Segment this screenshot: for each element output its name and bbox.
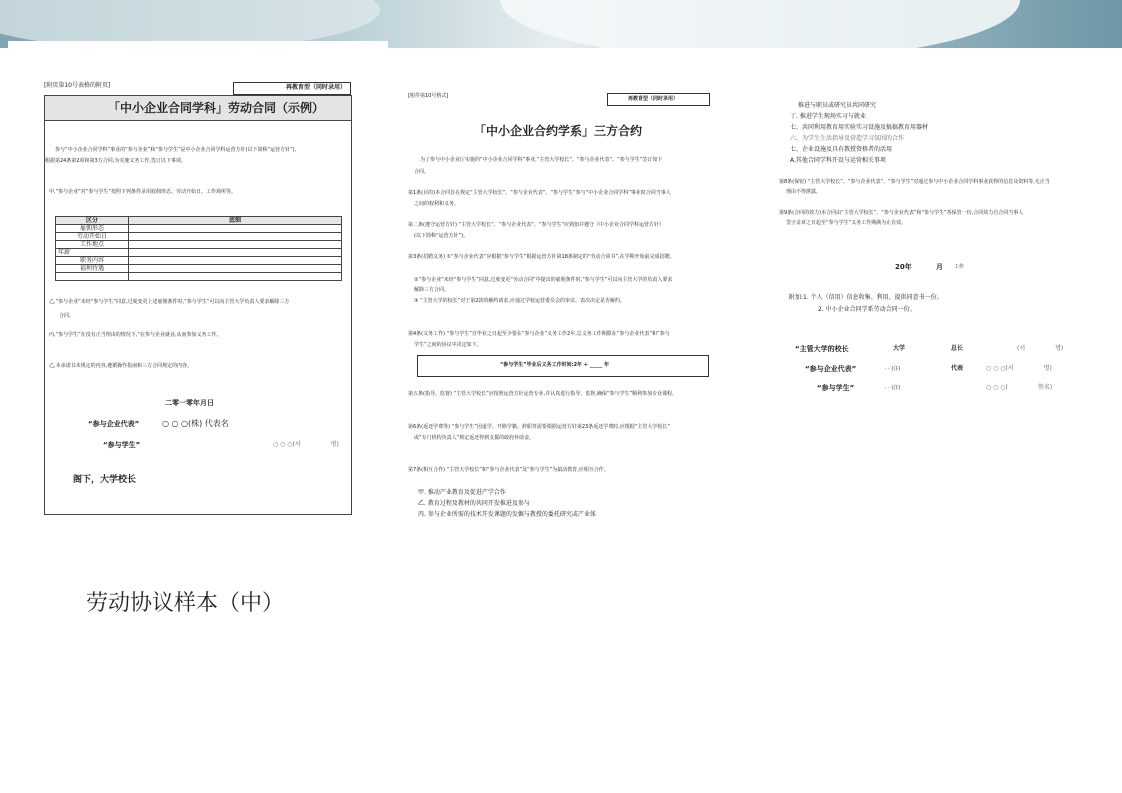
intro-line: 参与“中小企业合同学科”事业的“参与企业”和“参与学生”是中小企业合同学科运营方针(以下简称“运营方针”), xyxy=(55,147,297,153)
company-label: “参与企业代表” xyxy=(88,420,140,428)
company-rep-label: 代表 xyxy=(951,365,964,372)
attachment-2: 2. 中小企业合同学系劳动合同一份。 xyxy=(818,306,916,313)
contract-date: 二零一零年月日 xyxy=(165,399,214,407)
table-row xyxy=(56,265,342,273)
article-5: 第五条(指导、监督) “主管大学校长”应按照运营方针运营专业,并认真进行指导、监督,确保“参与学生”顺利参加专业课程。 xyxy=(408,391,678,397)
university-label: 大学 xyxy=(893,345,906,352)
article-2: (以下简称“运营方针”)。 xyxy=(414,233,469,239)
table-row xyxy=(56,257,342,265)
attachment-1: 附加:1. 个人（信用）信息收集、利用、提供同意书一份。 xyxy=(789,294,943,301)
table-header-row xyxy=(56,217,342,225)
article-8: 理由不得泄露。 xyxy=(786,189,822,195)
article-6: 或“专门机构负责人”规定返还得到支援的政府补助金。 xyxy=(414,435,535,441)
table-cell[interactable] xyxy=(129,257,342,265)
clause-yi: 乙,“参与企业”未经“参与学生”同意,过度变更上述雇佣条件时,“参与学生”可以向主管大学负责人要求解除三方 xyxy=(49,299,290,305)
student-label: “参与学生” xyxy=(103,441,141,449)
intro-line: 根据第24条第2项和第3方合同,为实施义务工作,签订以下事项。 xyxy=(45,158,186,164)
table-row xyxy=(56,241,342,249)
table-cell xyxy=(56,273,129,281)
head-label: 总长 xyxy=(951,345,964,352)
table-row xyxy=(56,273,342,281)
document-title: 「中小企业合约学系」三方合约 xyxy=(474,124,643,138)
clause-bing: 丙,“参与学生”在没有正当理由的情况下,“在参与企业就业,从而参加义务工作。 xyxy=(49,332,222,338)
article-4: 第4条(义务工作) “参与学生”自毕业之日起至少要在“参与企业”义务工作2年,总义务工作期限在“参与企业代表”和“参与 xyxy=(408,331,670,337)
article-3: 第3条(招聘义务) ①“参与企业代表”应根据“参与学生”根据运营方针第18条制定的“劳动合同书”,在学期开始前完成招聘。 xyxy=(408,254,675,260)
article-3: ③ “主管大学的校长”对于第2款的解约请求,应通过学校运营委员会的审议、表决决定是否解约。 xyxy=(414,298,626,304)
type-label: 再教育型（同时录用） xyxy=(285,84,346,91)
cooperation-item: 丁. 推进学生现场实习与就业 xyxy=(790,113,866,120)
document-title: 「中小企业合同学科」劳动合同（示例） xyxy=(108,101,325,115)
cooperation-item: 推进与职员或研究员共同研究 xyxy=(798,102,877,109)
article-1: 之间的权利和义务。 xyxy=(414,201,460,207)
table-cell: 工作地点 xyxy=(56,241,129,249)
article-3: 解除三方合同。 xyxy=(414,287,450,293)
article-9: 第9条(合同的效力)本合同由“主管大学校长”、“参与企业代表”和“参与学生”各保管一份,合同效力自合同当事人 xyxy=(779,210,1024,216)
service-term-box xyxy=(417,355,709,377)
student-seal: · · (注) xyxy=(885,385,901,391)
table-cell[interactable] xyxy=(129,273,342,281)
table-cell[interactable] xyxy=(129,249,342,257)
clause-jia: 甲,“参与企业”对“参与学生”按照下列条件录用雇佣形态、劳动开始日、工作场所等。 xyxy=(49,189,236,195)
student-signature: ○ ○ ○(서 명) xyxy=(273,441,339,448)
article-9: 签字盖章之日起至“参与学生”义务工作期满为止有效。 xyxy=(786,220,907,226)
table-cell: 福利待遇 xyxy=(56,265,129,273)
date-month: 月 xyxy=(936,263,943,271)
cooperation-item: 六、为学生生活指导及营造学习氛围的合作 xyxy=(790,135,905,142)
format-note: [附件第10号格式] xyxy=(408,93,449,99)
president-addressee: 阁下，大学校长 xyxy=(73,475,137,485)
article-1: 第1条(目的)本合同旨在规定“主管大学校长”、“参与企业代表”、“参与学生”参与“中小企业合同学科”事业时合同当事人 xyxy=(408,190,671,196)
table-cell: 雇佣形态 xyxy=(56,225,129,233)
cooperation-item: A.其他合同学科开设与运营相关事项 xyxy=(790,157,886,164)
student-label: “参与学生” xyxy=(817,384,855,392)
date-year: 20年 xyxy=(895,263,912,271)
labor-contract-document xyxy=(44,95,352,515)
employment-terms-table xyxy=(55,216,342,281)
date-day: 工作 xyxy=(954,264,965,270)
type-label-box xyxy=(607,93,710,106)
type-label-box xyxy=(233,82,351,95)
article-2: 第二条(遵守运营方针) “主管大学校长”、“参与企业代表”、“参与学生”应熟知并遵守《中小企业合同学科运营方针》 xyxy=(408,222,665,228)
article-6: 第6条(返还学费等) “参与学生”因退学、开除学籍、辞职等需要根据运营方针第23条返还学费时,应根据“主管大学校长” xyxy=(408,424,670,430)
table-row xyxy=(56,225,342,233)
table-header-cell: 区分 xyxy=(56,217,129,225)
table-header-cell: 底细 xyxy=(129,217,342,225)
type-label: 再教育型（同时录用） xyxy=(628,96,679,102)
table-cell: 职务内容 xyxy=(56,257,129,265)
service-term: “参与学生”毕业后义务工作时间:2年 + _____ 年 xyxy=(500,362,609,368)
banner-tab xyxy=(8,41,388,48)
article-7: 第7条(相互合作) “主管大学校长”和“参与企业代表”及“参与学生”为搞活教育,应相互合作。 xyxy=(408,467,609,473)
article-3: ②“参与企业”未经“参与学生”同意,过度变更“劳动合同”中提出的雇佣条件时,“参与学生”可以向主管大学的负责人要求 xyxy=(414,277,673,283)
head-signature: (서 명) xyxy=(1017,345,1064,352)
header-banner xyxy=(0,0,1122,48)
table-cell[interactable] xyxy=(129,265,342,273)
cooperation-item: 七、企业设施及具有教授资格者的活用 xyxy=(790,146,893,153)
article-7-item: 丙. 参与企业所需的技术开发课题的发掘与教授的委托研究或产业体 xyxy=(418,511,596,518)
banner-wave xyxy=(500,0,1020,48)
table-cell[interactable] xyxy=(129,241,342,249)
company-seal: · · (注) xyxy=(885,366,901,372)
clause-yi: 合同。 xyxy=(59,313,75,319)
document-titlebar xyxy=(45,96,351,121)
slide-caption: 劳动协议样本（中） xyxy=(86,591,285,616)
president-label: “主管大学的校长 xyxy=(795,345,849,353)
cooperation-item: 七、共同利用教育用实验实习设施及搞搞教育用器材 xyxy=(790,124,929,131)
student-signature: ○ ○ ○( 签名) xyxy=(986,384,1053,391)
article-4: 学生”之间的协议中决定如下。 xyxy=(414,342,482,348)
company-signature: ○ ○ ○(株) 代表名 xyxy=(162,419,229,428)
intro-line: 为了参与中小企业厅实施的“中小企业合同学科”事业,“主管大学校长”、“参与企业代表”、“参与学生”签订如下 xyxy=(420,157,663,163)
table-cell: 年薪 xyxy=(56,249,129,257)
company-signature: ○ ○ ○(서 명) xyxy=(986,365,1052,372)
company-label: “参与企业代表” xyxy=(805,365,857,373)
table-cell: 劳动开始日 xyxy=(56,233,129,241)
clause-yi2: 乙,本承诺书未规定的内容,遵循操作指南和三方合同规定的内容。 xyxy=(49,363,193,369)
intro-line: 合同。 xyxy=(414,169,430,175)
article-8: 第8条(保密) “主管大学校长”、“参与企业代表”、“参与学生”对通过参与中小企业合同学科事业获得的信息及资料等,无正当 xyxy=(779,179,1050,185)
table-row xyxy=(56,233,342,241)
table-cell[interactable] xyxy=(129,225,342,233)
appendix-note: [附页第10号表格的附页] xyxy=(44,82,111,89)
table-row xyxy=(56,249,342,257)
article-7-item: 甲. 推动产业教育及促进产学合作 xyxy=(418,489,506,496)
article-7-item: 乙. 教育过程及教材的共同开发推进及参与 xyxy=(418,500,530,507)
table-cell[interactable] xyxy=(129,233,342,241)
